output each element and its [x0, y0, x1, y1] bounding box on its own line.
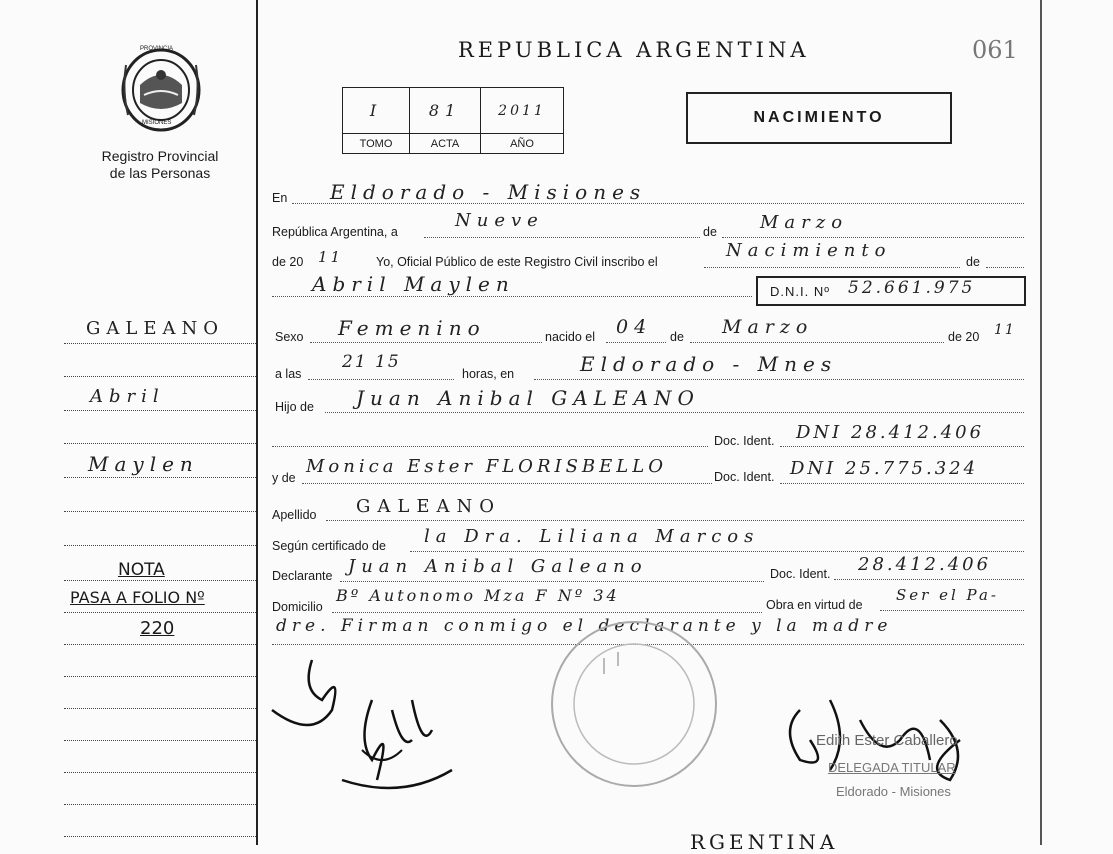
- birth-month: Marzo: [722, 316, 814, 338]
- apellido-label: Apellido: [272, 508, 317, 522]
- sexo-label: Sexo: [275, 330, 304, 344]
- official-title: DELEGADA TITULAR: [828, 760, 956, 775]
- page-number: 061: [972, 36, 1018, 64]
- month-value: Marzo: [760, 212, 849, 233]
- record-type: NACIMIENTO: [753, 109, 885, 126]
- dni-label: D.N.I. Nº: [770, 284, 830, 299]
- dni-box: [756, 276, 1026, 306]
- day-value: Nueve: [455, 210, 544, 231]
- seal-text-bottom: MISIONES: [142, 120, 172, 126]
- record-type-box: [686, 92, 952, 144]
- right-margin-line: [1040, 0, 1042, 845]
- dni-value: 52.661.975: [848, 278, 976, 298]
- de-label: de: [703, 225, 717, 239]
- alas-label: a las: [275, 367, 302, 381]
- segun-label: Según certificado de: [272, 539, 386, 553]
- apellido-value: GALEANO: [356, 496, 501, 517]
- de-label-2: de: [966, 255, 980, 269]
- year-suffix: 11: [318, 248, 344, 266]
- declarant-doc: 28.412.406: [858, 554, 992, 575]
- mother-doc-label: Doc. Ident.: [714, 470, 775, 484]
- hijo-label: Hijo de: [275, 400, 314, 414]
- margin-middle-name: Maylen: [88, 452, 199, 476]
- time-value: 21 15: [342, 352, 401, 372]
- registry-line2: de las Personas: [109, 165, 211, 181]
- yo-label: Yo, Oficial Público de este Registro Civil inscribo el: [376, 255, 658, 269]
- mother-name: Monica Ester FLORISBELLO: [306, 456, 667, 477]
- declarant-signature: [262, 650, 462, 800]
- ano-value: 2011: [481, 88, 564, 134]
- father-doc: DNI 28.412.406: [796, 422, 985, 443]
- father-doc-label: Doc. Ident.: [714, 434, 775, 448]
- nota-number: 220: [140, 618, 175, 639]
- sexo-value: Femenino: [338, 316, 486, 340]
- record-box: [342, 87, 564, 154]
- obra-value: Ser el Pa-: [896, 586, 999, 604]
- acta-label: ACTA: [410, 134, 481, 154]
- en-label: En: [272, 191, 288, 205]
- declarant-doc-label: Doc. Ident.: [770, 567, 831, 581]
- year-prefix: de 20: [272, 255, 304, 269]
- nota-label: NOTA: [118, 560, 165, 580]
- ano-label: AÑO: [481, 134, 564, 154]
- official-place: Eldorado - Misiones: [836, 784, 951, 799]
- horas-label: horas, en: [462, 367, 515, 381]
- de-label-3: de: [670, 330, 684, 344]
- tomo-value: I: [343, 88, 410, 134]
- certificate-value: la Dra. Liliana Marcos: [424, 526, 760, 547]
- birthplace-value: Eldorado - Mnes: [580, 352, 838, 376]
- tomo-label: TOMO: [343, 134, 410, 154]
- child-name: Abril Maylen: [312, 272, 515, 296]
- continuation-text: dre. Firman conmigo el declarante y la madre: [276, 616, 893, 636]
- act-value: Nacimiento: [726, 240, 892, 261]
- birth-year-prefix: de 20: [948, 330, 980, 344]
- left-column-divider: [256, 0, 258, 845]
- domicilio-label: Domicilio: [272, 600, 323, 614]
- declarante-label: Declarante: [272, 569, 333, 583]
- next-page-title-fragment: RGENTINA: [690, 830, 839, 854]
- declarant-name: Juan Anibal Galeano: [348, 556, 648, 577]
- seal-text-top: PROVINCIA: [140, 46, 174, 52]
- margin-first-name: Abril: [90, 386, 165, 407]
- margin-surname: GALEANO: [86, 318, 224, 339]
- official-name: Edith Ester Caballero: [816, 732, 958, 749]
- mother-doc: DNI 25.775.324: [790, 458, 979, 479]
- republica-label: República Argentina, a: [272, 225, 398, 239]
- birth-day: 04: [616, 316, 653, 338]
- round-stamp: [548, 618, 720, 790]
- obra-label: Obra en virtud de: [766, 598, 863, 612]
- registry-name: [64, 148, 256, 182]
- country-title: REPUBLICA ARGENTINA: [458, 38, 810, 62]
- yde-label: y de: [272, 471, 296, 485]
- father-name: Juan Anibal GALEANO: [356, 386, 700, 410]
- nota-text: PASA A FOLIO Nº: [70, 588, 205, 607]
- registry-line1: Registro Provincial: [101, 148, 219, 164]
- domicilio-value: Bº Autonomo Mza F Nº 34: [336, 586, 620, 605]
- acta-value: 81: [410, 88, 481, 134]
- birth-year-suffix: 11: [994, 322, 1016, 338]
- en-value: Eldorado - Misiones: [330, 180, 647, 204]
- nacido-label: nacido el: [545, 330, 596, 344]
